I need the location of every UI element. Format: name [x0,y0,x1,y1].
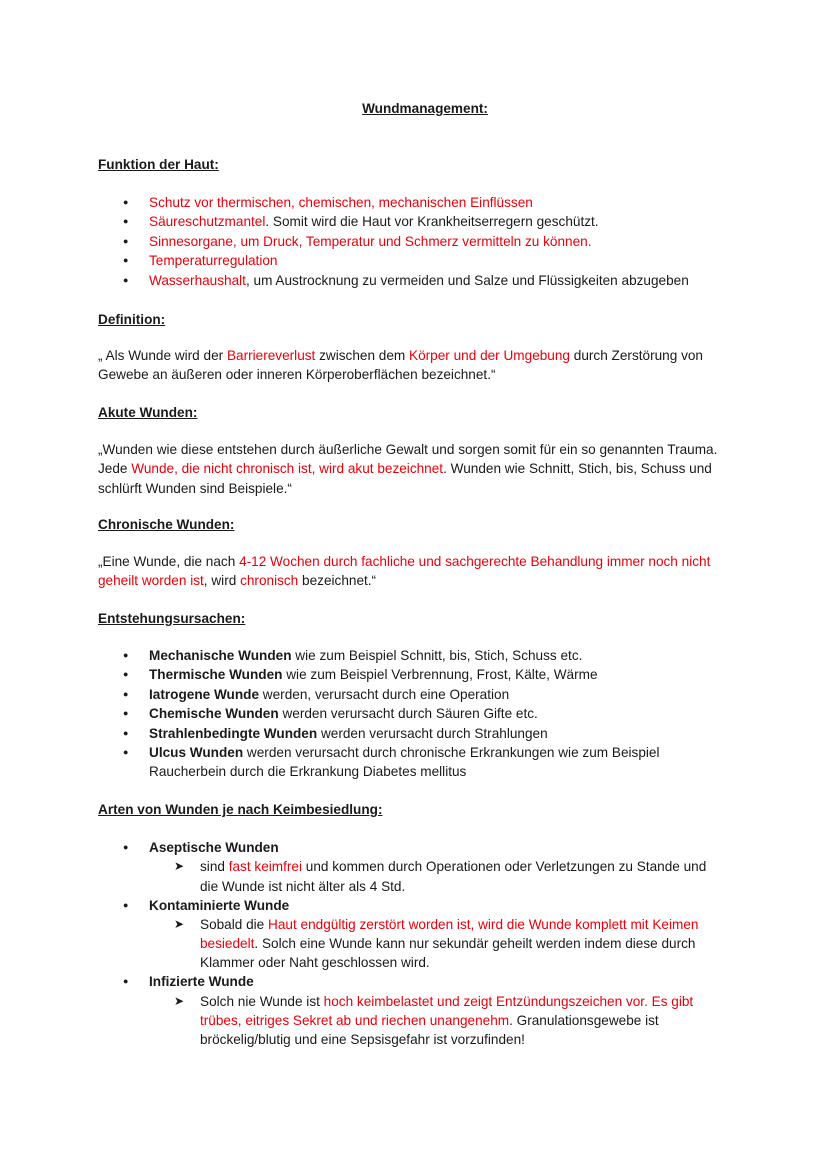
heading-entstehungsursachen: Entstehungsursachen: [98,611,246,626]
list-item: ● Temperaturregulation [98,251,718,270]
arrow-bullet-icon: ➤ [174,859,185,874]
sub-item: ➤ sind fast keimfrei und kommen durch Operationen oder Verletzungen zu Stande und die Wunde ist nicht älter als 4 Std. [174,859,707,894]
list-item: ● Mechanische Wunden wie zum Beispiel Schnitt, bis, Stich, Schuss etc. [98,646,718,665]
list-item: ● Infizierte Wunde ➤ Solch nie Wunde ist hoch keimbelastet und zeigt Entzündungszeichen vor. Es gibt trübes, eitriges Sekret ab und riechen unangenehm. Granulationsgewebe ist bröckelig/blutig und eine Sepsisgefahr ist vorzufinden! [98,972,718,1049]
list-item: ● Säureschutzmantel. Somit wird die Haut vor Krankheitserregern geschützt. [98,212,718,231]
list-item: ● Ulcus Wunden werden verursacht durch chronische Erkrankungen wie zum Beispiel Raucherbein durch die Erkrankung Diabetes mellitus [98,743,718,782]
sub-item: ➤ Sobald die Haut endgültig zerstört worden ist, wird die Wunde komplett mit Keimen besiedelt. Solch eine Wunde kann nur sekundär geheilt werden indem diese durch Klammer oder Naht geschlossen wird. [174,917,699,971]
heading-definition: Definition: [98,312,166,327]
list-item: ● Kontaminierte Wunde ➤ Sobald die Haut endgültig zerstört worden ist, wird die Wunde komplett mit Keimen besiedelt. Solch eine Wunde kann nur sekundär geheilt werden indem diese durch Klammer oder Naht geschlossen wird. [98,896,718,973]
list-entstehungsursachen [98,646,718,782]
list-item: ● Schutz vor thermischen, chemischen, mechanischen Einflüssen [98,193,718,212]
page-title: Wundmanagement: [362,101,488,116]
heading-akute-wunden: Akute Wunden: [98,405,198,420]
list-item: ● Strahlenbedingte Wunden werden verursacht durch Strahlungen [98,724,718,743]
list-item: ● Chemische Wunden werden verursacht durch Säuren Gifte etc. [98,704,718,723]
sub-item: ➤ Solch nie Wunde ist hoch keimbelastet und zeigt Entzündungszeichen vor. Es gibt trübes, eitriges Sekret ab und riechen unangenehm. Granulationsgewebe ist bröckelig/blutig und eine Sepsisgefahr ist vorzufinden! [174,993,694,1047]
heading-chronische-wunden: Chronische Wunden: [98,517,235,532]
list-item: ● Sinnesorgane, um Druck, Temperatur und Schmerz vermitteln zu können. [98,232,718,251]
paragraph-definition: „ Als Wunde wird der Barriereverlust zwischen dem Körper und der Umgebung durch Zerstörung von Gewebe an äußeren oder inneren Körperoberflächen bezeichnet.“ [98,348,703,383]
heading-arten-von-wunden: Arten von Wunden je nach Keimbesiedlung: [98,802,383,817]
paragraph-akute-wunden: „Wunden wie diese entstehen durch äußerliche Gewalt und sorgen somit für ein so genannten Trauma. Jede Wunde, die nicht chronisch ist, wird akut bezeichnet. Wunden wie Schnitt, Stich, bis, Schuss und schlürft Wunden sind Beispiele.“ [98,442,718,496]
arrow-bullet-icon: ➤ [174,993,185,1008]
list-item: ● Wasserhaushalt, um Austrocknung zu vermeiden und Salze und Flüssigkeiten abzugeben [98,271,718,290]
heading-funktion: Funktion der Haut: [98,157,219,172]
paragraph-chronische-wunden: „Eine Wunde, die nach 4-12 Wochen durch fachliche und sachgerechte Behandlung immer noch nicht geheilt worden ist, wird chronisch bezeichnet.“ [98,554,711,589]
list-item: ● Aseptische Wunden ➤ sind fast keimfrei und kommen durch Operationen oder Verletzungen zu Stande und die Wunde ist nicht älter als 4 Std. [98,838,718,896]
arrow-bullet-icon: ➤ [174,917,185,931]
list-item: ● Iatrogene Wunde werden, verursacht durch eine Operation [98,685,718,704]
list-funktion [98,193,718,290]
list-item: ● Thermische Wunden wie zum Beispiel Verbrennung, Frost, Kälte, Wärme [98,665,718,684]
list-arten-von-wunden [98,838,718,1049]
